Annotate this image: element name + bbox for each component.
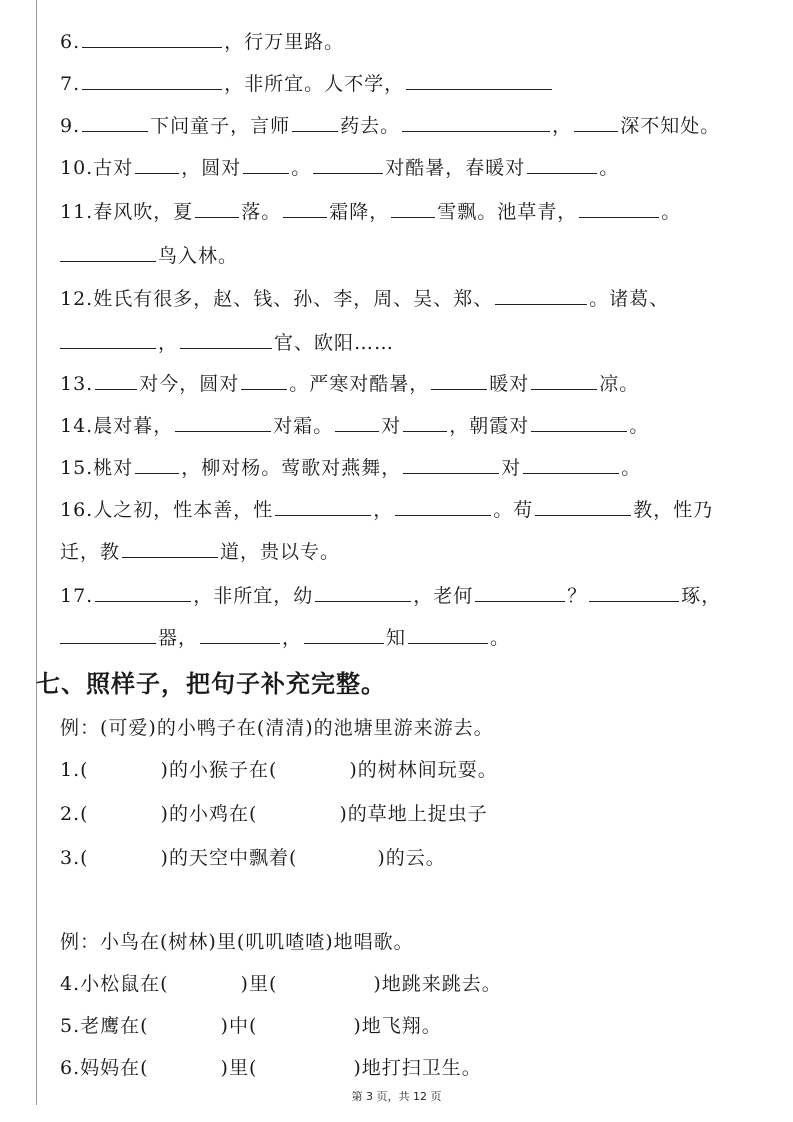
blank[interactable] [391, 195, 435, 218]
line-text: ，非所宜。人不学， [224, 73, 405, 95]
fill-line-14 [60, 408, 765, 444]
sentence-item-5 [60, 1008, 765, 1044]
line-text: 11.春风吹，夏 [60, 201, 194, 223]
line-text: 凉。 [599, 373, 640, 395]
line-text: 。 [661, 201, 682, 223]
line-text: 14.晨对暮， [60, 415, 174, 437]
fill-line-16 [60, 492, 765, 528]
sentence-item-4 [60, 966, 765, 1002]
line-text: )的云。 [377, 847, 446, 869]
line-text: 迁，教 [60, 541, 121, 563]
line-text: 对 [501, 457, 522, 479]
fill-line-17-cont [60, 620, 765, 656]
line-text: 雪飘。池草青， [437, 201, 578, 223]
line-text: 教，性乃 [633, 499, 714, 521]
line-text: )的天空中飘着( [160, 847, 298, 869]
line-text: 药去。 [340, 115, 401, 137]
line-text: ，柳对杨。莺歌对燕舞， [181, 457, 402, 479]
line-text: 4.小松鼠在( [60, 973, 169, 995]
line-text: )中( [220, 1015, 258, 1037]
example-1: 例：(可爱)的小鸭子在(清清)的池塘里游来游去。 [60, 717, 494, 739]
blank[interactable] [200, 621, 280, 644]
line-text: 16.人之初，性本善，性 [60, 499, 274, 521]
fill-line-6 [60, 24, 765, 60]
fill-line-16-cont [60, 534, 765, 570]
blank[interactable] [60, 326, 156, 349]
blank[interactable] [275, 493, 371, 516]
line-text: 琢， [681, 585, 722, 607]
fill-line-11-cont [60, 238, 765, 274]
page-footer: 第 3 页，共 12 页 [351, 1090, 442, 1103]
blank[interactable] [82, 67, 222, 90]
blank[interactable] [408, 621, 488, 644]
line-text: 10.古对 [60, 157, 134, 179]
line-text: 9. [60, 115, 81, 137]
sentence-item-2 [60, 796, 765, 832]
blank[interactable] [135, 151, 179, 174]
blank[interactable] [589, 579, 679, 602]
line-text: 6. [60, 31, 81, 53]
line-text: 深不知处。 [620, 115, 721, 137]
blank[interactable] [431, 367, 487, 390]
line-text: ，非所宜，幼 [193, 585, 314, 607]
blank[interactable] [531, 409, 627, 432]
blank[interactable] [313, 151, 383, 174]
line-text: 2.( [60, 803, 89, 825]
line-text: ，老何 [413, 585, 474, 607]
fill-line-12-cont [60, 325, 765, 361]
line-text: ， [552, 115, 573, 137]
line-text: 13. [60, 373, 94, 395]
blank[interactable] [60, 239, 156, 262]
line-text: 对今，圆对 [139, 373, 240, 395]
line-text: 。苟 [493, 499, 534, 521]
line-text: 对酷暑，春暖对 [385, 157, 526, 179]
blank[interactable] [135, 451, 179, 474]
blank[interactable] [95, 367, 137, 390]
fill-line-9 [60, 108, 765, 144]
line-text: 。 [291, 157, 312, 179]
line-text: 器， [158, 627, 199, 649]
line-text: 15.桃对 [60, 457, 134, 479]
line-text: 对 [381, 415, 402, 437]
line-text: 知 [386, 627, 407, 649]
blank[interactable] [535, 493, 631, 516]
line-text: 对霜。 [273, 415, 334, 437]
line-text: ，圆对 [181, 157, 242, 179]
blank[interactable] [304, 621, 384, 644]
blank[interactable] [574, 109, 618, 132]
blank[interactable] [335, 409, 379, 432]
blank[interactable] [241, 367, 287, 390]
line-text: 落。 [241, 201, 282, 223]
line-text: )的小猴子在( [160, 759, 278, 781]
line-text: 。 [490, 627, 511, 649]
blank[interactable] [180, 326, 272, 349]
fill-line-12 [60, 281, 765, 317]
line-text: 。 [629, 415, 650, 437]
line-text: )的树林间玩耍。 [349, 759, 498, 781]
line-text: ， [373, 499, 394, 521]
blank[interactable] [95, 579, 191, 602]
blank[interactable] [82, 25, 222, 48]
line-text: 官、欧阳…… [274, 332, 395, 354]
fill-line-13 [60, 366, 765, 402]
line-text: )里( [240, 973, 278, 995]
line-text: 道，贵以专。 [220, 541, 341, 563]
sentence-item-1 [60, 752, 765, 788]
sentence-item-6 [60, 1050, 765, 1086]
sentence-item-3 [60, 840, 765, 876]
blank[interactable] [283, 195, 327, 218]
blank[interactable] [122, 535, 218, 558]
blank[interactable] [395, 493, 491, 516]
blank[interactable] [495, 282, 587, 305]
example-2: 例：小鸟在(树林)里(叽叽喳喳)地唱歌。 [60, 931, 414, 953]
line-text: )地飞翔。 [353, 1015, 442, 1037]
line-text: 霜降， [329, 201, 390, 223]
blank[interactable] [475, 579, 565, 602]
line-text: 暖对 [489, 373, 530, 395]
blank[interactable] [195, 195, 239, 218]
line-text: 。 [621, 457, 642, 479]
line-text: ，朝霞对 [449, 415, 530, 437]
line-text: ， [282, 627, 303, 649]
fill-line-10 [60, 150, 765, 186]
fill-line-17 [60, 578, 765, 614]
line-text: 17. [60, 585, 94, 607]
blank[interactable] [175, 409, 271, 432]
blank[interactable] [527, 151, 597, 174]
blank[interactable] [523, 451, 619, 474]
fill-line-7 [60, 66, 765, 102]
blank[interactable] [403, 409, 447, 432]
line-text: 下问童子，言师 [150, 115, 291, 137]
line-text: 12.姓氏有很多，赵、钱、孙、李，周、吴、郑、 [60, 288, 494, 310]
blank[interactable] [402, 109, 550, 132]
line-text: 。严寒对酷暑， [289, 373, 430, 395]
section-title: 七、照样子，把句子补充完整。 [36, 670, 386, 698]
line-text: )的小鸡在( [160, 803, 258, 825]
blank[interactable] [406, 67, 552, 90]
blank[interactable] [243, 151, 289, 174]
line-text: ，行万里路。 [224, 31, 345, 53]
line-text: )地跳来跳去。 [373, 973, 502, 995]
line-text: )地打扫卫生。 [353, 1057, 482, 1079]
line-text: 3.( [60, 847, 89, 869]
blank[interactable] [60, 621, 156, 644]
line-text: )的草地上捉虫子 [339, 803, 488, 825]
line-text: 。诸葛、 [589, 288, 670, 310]
line-text: 鸟入林。 [158, 245, 239, 267]
blank[interactable] [403, 451, 499, 474]
line-text: 1.( [60, 759, 89, 781]
line-text: 7. [60, 73, 81, 95]
fill-line-11 [60, 194, 765, 230]
blank[interactable] [82, 109, 148, 132]
line-text: 6.妈妈在( [60, 1057, 149, 1079]
blank[interactable] [292, 109, 338, 132]
blank[interactable] [579, 195, 659, 218]
page-margin-line [36, 0, 37, 1105]
line-text: ？ [567, 585, 588, 607]
line-text: 5.老鹰在( [60, 1015, 149, 1037]
line-text: ， [158, 332, 179, 354]
blank[interactable] [315, 579, 411, 602]
line-text: )里( [220, 1057, 258, 1079]
blank[interactable] [531, 367, 597, 390]
fill-line-15 [60, 450, 765, 486]
line-text: 。 [599, 157, 620, 179]
